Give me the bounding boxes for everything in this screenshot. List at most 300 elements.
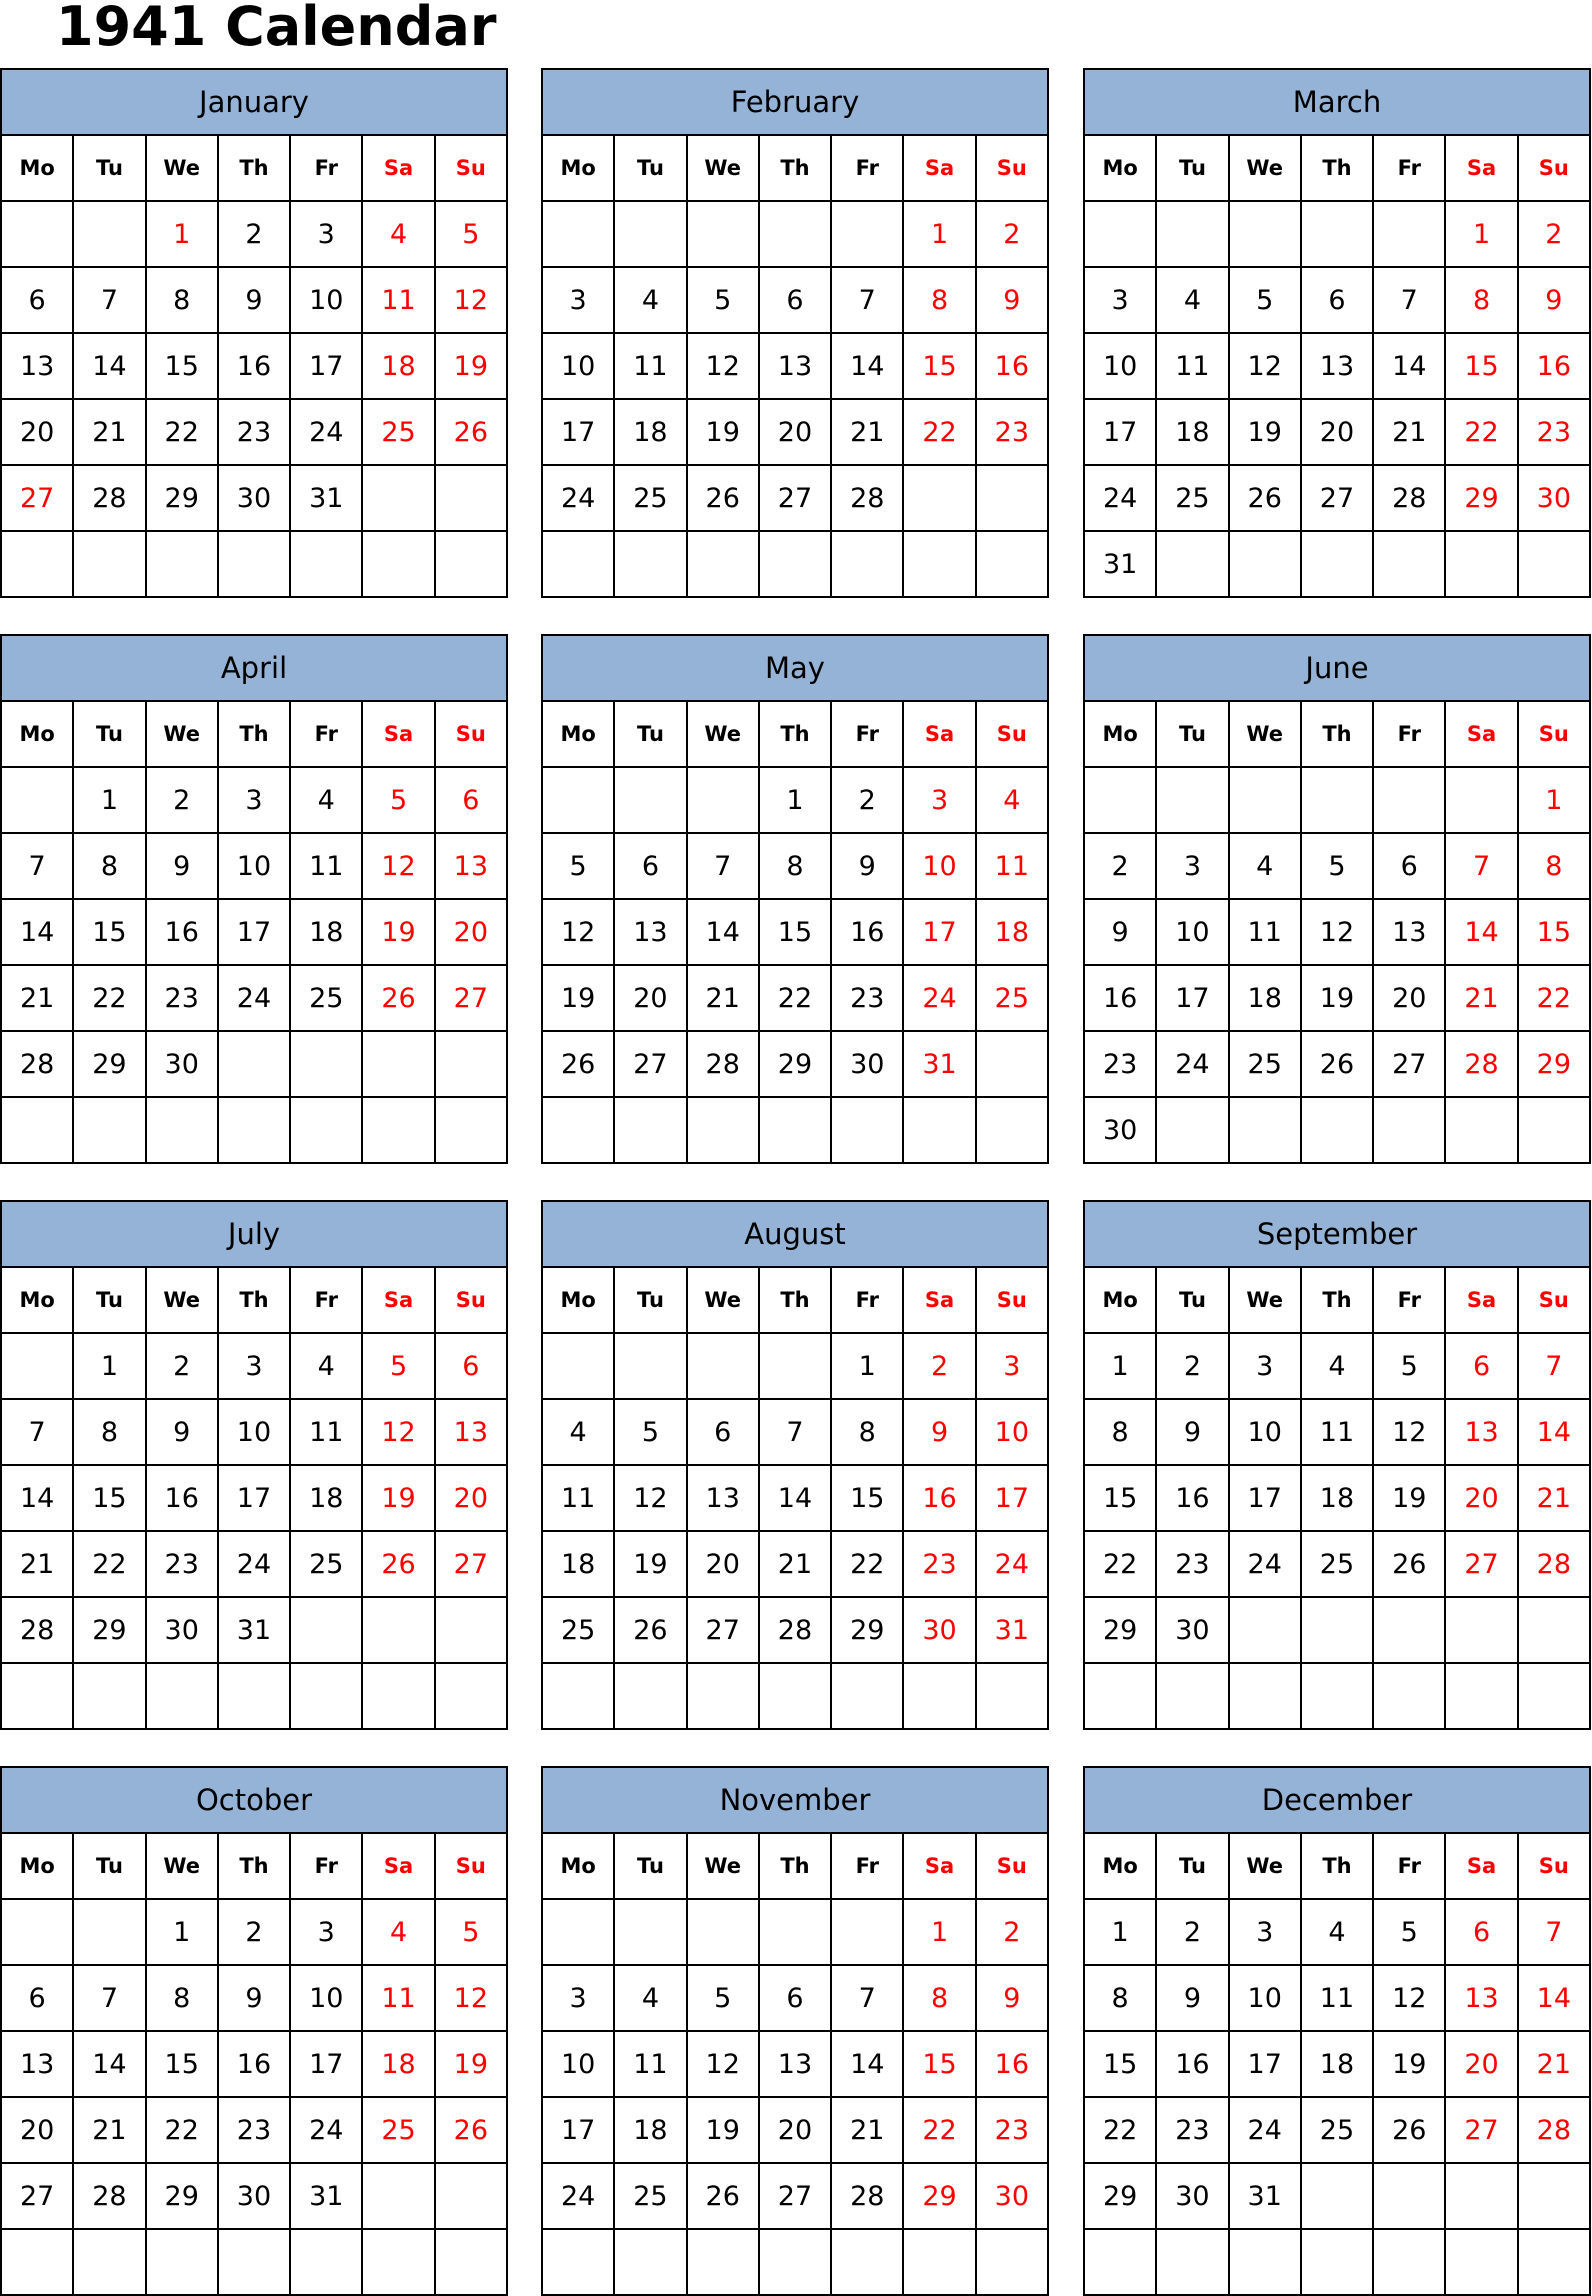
day-cell [1301, 1663, 1373, 1729]
day-cell [903, 1663, 975, 1729]
weekday-label: We [1229, 135, 1301, 201]
weekday-label: Mo [542, 1267, 614, 1333]
day-cell: 5 [1373, 1899, 1445, 1965]
day-cell: 12 [1373, 1965, 1445, 2031]
weekday-label: Th [759, 135, 831, 201]
day-cell: 15 [903, 2031, 975, 2097]
month-december [1083, 1766, 1591, 2295]
month-october [0, 1766, 508, 2295]
day-cell: 27 [1301, 465, 1373, 531]
day-cell: 23 [1084, 1031, 1156, 1097]
day-cell: 8 [73, 1399, 145, 1465]
day-cell [435, 1097, 507, 1163]
day-cell: 16 [903, 1465, 975, 1531]
day-cell: 13 [435, 1399, 507, 1465]
day-cell [1, 1333, 73, 1399]
day-cell: 24 [1156, 1031, 1228, 1097]
day-cell: 11 [362, 267, 434, 333]
day-cell: 16 [218, 2031, 290, 2097]
day-cell [290, 1663, 362, 1729]
day-cell: 16 [146, 1465, 218, 1531]
day-cell: 27 [1, 465, 73, 531]
day-cell: 31 [1229, 2163, 1301, 2229]
day-cell: 19 [362, 1465, 434, 1531]
day-cell: 19 [614, 1531, 686, 1597]
day-cell: 7 [1, 1399, 73, 1465]
day-cell [1156, 767, 1228, 833]
day-cell: 10 [976, 1399, 1048, 1465]
day-cell: 12 [435, 1965, 507, 2031]
day-cell: 28 [687, 1031, 759, 1097]
day-cell: 31 [976, 1597, 1048, 1663]
month-january [0, 68, 508, 597]
weekday-label: Sa [1445, 1267, 1517, 1333]
weekday-label: Mo [542, 1833, 614, 1899]
day-cell: 6 [687, 1399, 759, 1465]
day-cell: 25 [1301, 2097, 1373, 2163]
day-cell: 5 [435, 1899, 507, 1965]
day-cell: 9 [1084, 899, 1156, 965]
day-cell [362, 2163, 434, 2229]
day-cell: 30 [1518, 465, 1590, 531]
weekday-label: Su [435, 135, 507, 201]
day-cell: 28 [1, 1031, 73, 1097]
day-cell [542, 1097, 614, 1163]
day-cell: 16 [146, 899, 218, 965]
day-cell [362, 1031, 434, 1097]
day-cell: 1 [1445, 201, 1517, 267]
month-name: December [1084, 1767, 1590, 1833]
day-cell [1373, 2229, 1445, 2295]
day-cell: 19 [1373, 2031, 1445, 2097]
day-cell [976, 2229, 1048, 2295]
day-cell: 13 [1373, 899, 1445, 965]
day-cell: 5 [1373, 1333, 1445, 1399]
weekday-label: Su [976, 1267, 1048, 1333]
day-cell: 25 [290, 965, 362, 1031]
day-cell [1229, 1663, 1301, 1729]
weekday-label: Fr [290, 135, 362, 201]
day-cell: 29 [903, 2163, 975, 2229]
month-march [1083, 68, 1591, 597]
day-cell [1445, 1097, 1517, 1163]
day-cell: 29 [146, 465, 218, 531]
day-cell: 12 [362, 833, 434, 899]
day-cell [146, 531, 218, 597]
day-cell: 5 [1229, 267, 1301, 333]
day-cell [1229, 767, 1301, 833]
day-cell: 27 [1445, 1531, 1517, 1597]
month-may [541, 634, 1049, 1163]
day-cell: 12 [1373, 1399, 1445, 1465]
day-cell [73, 2229, 145, 2295]
day-cell: 21 [73, 2097, 145, 2163]
weekday-label: We [687, 135, 759, 201]
weekday-label: Mo [542, 135, 614, 201]
day-cell [614, 531, 686, 597]
day-cell [831, 531, 903, 597]
day-cell: 18 [1301, 1465, 1373, 1531]
day-cell [1373, 531, 1445, 597]
weekday-label: Su [976, 135, 1048, 201]
day-cell: 23 [218, 2097, 290, 2163]
day-cell: 27 [759, 2163, 831, 2229]
day-cell [73, 1899, 145, 1965]
day-cell: 28 [1373, 465, 1445, 531]
day-cell: 25 [1229, 1031, 1301, 1097]
day-cell: 12 [542, 899, 614, 965]
day-cell: 18 [290, 899, 362, 965]
day-cell: 19 [687, 2097, 759, 2163]
weekday-label: Fr [831, 701, 903, 767]
weekday-label: Fr [831, 1267, 903, 1333]
weekday-label: Tu [614, 1267, 686, 1333]
day-cell: 21 [687, 965, 759, 1031]
day-cell [1, 531, 73, 597]
day-cell: 27 [687, 1597, 759, 1663]
day-cell: 25 [976, 965, 1048, 1031]
weekday-label: Sa [1445, 1833, 1517, 1899]
weekday-label: Fr [1373, 1267, 1445, 1333]
weekday-label: We [687, 1267, 759, 1333]
day-cell: 13 [435, 833, 507, 899]
day-cell [1518, 1597, 1590, 1663]
day-cell: 7 [1, 833, 73, 899]
day-cell: 26 [435, 399, 507, 465]
day-cell [1445, 1663, 1517, 1729]
day-cell [1, 767, 73, 833]
day-cell: 20 [687, 1531, 759, 1597]
day-cell: 3 [976, 1333, 1048, 1399]
day-cell: 30 [1156, 2163, 1228, 2229]
weekday-label: Tu [1156, 1833, 1228, 1899]
day-cell: 28 [831, 2163, 903, 2229]
day-cell: 10 [542, 2031, 614, 2097]
weekday-label: Mo [1084, 135, 1156, 201]
day-cell [687, 531, 759, 597]
day-cell: 4 [614, 1965, 686, 2031]
day-cell [1301, 2229, 1373, 2295]
day-cell: 1 [146, 1899, 218, 1965]
day-cell [759, 201, 831, 267]
day-cell: 6 [1373, 833, 1445, 899]
day-cell: 2 [831, 767, 903, 833]
day-cell [1, 201, 73, 267]
day-cell: 7 [1373, 267, 1445, 333]
weekday-label: Tu [1156, 1267, 1228, 1333]
day-cell [542, 1333, 614, 1399]
day-cell: 6 [1301, 267, 1373, 333]
month-name: January [1, 69, 507, 135]
day-cell: 24 [218, 965, 290, 1031]
day-cell: 13 [1445, 1399, 1517, 1465]
weekday-label: Sa [1445, 135, 1517, 201]
day-cell: 12 [687, 333, 759, 399]
day-cell: 23 [976, 399, 1048, 465]
day-cell [1445, 1597, 1517, 1663]
month-name: September [1084, 1201, 1590, 1267]
day-cell [976, 1031, 1048, 1097]
weekday-label: Fr [1373, 701, 1445, 767]
day-cell: 20 [435, 899, 507, 965]
day-cell [1301, 1597, 1373, 1663]
day-cell: 14 [759, 1465, 831, 1531]
day-cell: 25 [362, 399, 434, 465]
day-cell: 24 [976, 1531, 1048, 1597]
day-cell: 3 [290, 201, 362, 267]
weekday-label: Sa [362, 135, 434, 201]
day-cell: 29 [73, 1597, 145, 1663]
day-cell: 14 [831, 333, 903, 399]
day-cell: 14 [73, 333, 145, 399]
day-cell [362, 531, 434, 597]
day-cell [290, 1597, 362, 1663]
day-cell: 6 [614, 833, 686, 899]
day-cell [542, 531, 614, 597]
day-cell [435, 465, 507, 531]
day-cell: 4 [976, 767, 1048, 833]
day-cell [687, 1899, 759, 1965]
day-cell: 11 [542, 1465, 614, 1531]
day-cell: 23 [1518, 399, 1590, 465]
day-cell: 13 [1301, 333, 1373, 399]
day-cell [362, 1663, 434, 1729]
day-cell: 28 [759, 1597, 831, 1663]
day-cell: 1 [1084, 1333, 1156, 1399]
day-cell [362, 465, 434, 531]
weekday-label: Tu [614, 1833, 686, 1899]
day-cell: 5 [687, 1965, 759, 2031]
day-cell: 26 [1229, 465, 1301, 531]
day-cell [1, 1663, 73, 1729]
day-cell [218, 1031, 290, 1097]
weekday-label: Sa [362, 1267, 434, 1333]
day-cell: 28 [1518, 1531, 1590, 1597]
day-cell [1229, 531, 1301, 597]
weekday-label: We [1229, 1833, 1301, 1899]
day-cell: 27 [435, 1531, 507, 1597]
day-cell: 6 [435, 1333, 507, 1399]
day-cell: 7 [73, 267, 145, 333]
day-cell [759, 1097, 831, 1163]
day-cell: 10 [1229, 1965, 1301, 2031]
day-cell: 8 [903, 267, 975, 333]
day-cell [976, 465, 1048, 531]
month-name: June [1084, 635, 1590, 701]
day-cell [542, 201, 614, 267]
day-cell: 23 [218, 399, 290, 465]
day-cell: 17 [1084, 399, 1156, 465]
day-cell: 16 [831, 899, 903, 965]
weekday-label: Th [1301, 1267, 1373, 1333]
day-cell: 23 [1156, 2097, 1228, 2163]
month-september [1083, 1200, 1591, 1729]
day-cell [362, 2229, 434, 2295]
day-cell: 10 [218, 1399, 290, 1465]
day-cell [1229, 1597, 1301, 1663]
day-cell: 8 [1445, 267, 1517, 333]
weekday-label: Tu [73, 1833, 145, 1899]
weekday-label: Fr [1373, 1833, 1445, 1899]
day-cell: 11 [290, 1399, 362, 1465]
day-cell [218, 2229, 290, 2295]
day-cell: 1 [831, 1333, 903, 1399]
day-cell: 2 [1156, 1899, 1228, 1965]
day-cell [218, 1663, 290, 1729]
day-cell: 6 [1, 267, 73, 333]
day-cell: 18 [290, 1465, 362, 1531]
day-cell: 15 [831, 1465, 903, 1531]
weekday-label: Tu [614, 135, 686, 201]
day-cell [435, 1031, 507, 1097]
day-cell: 4 [542, 1399, 614, 1465]
day-cell: 31 [903, 1031, 975, 1097]
day-cell: 13 [759, 2031, 831, 2097]
day-cell [1084, 2229, 1156, 2295]
day-cell [1301, 2163, 1373, 2229]
day-cell: 19 [687, 399, 759, 465]
day-cell [1518, 2163, 1590, 2229]
day-cell: 26 [1373, 2097, 1445, 2163]
day-cell: 27 [435, 965, 507, 1031]
day-cell: 24 [542, 2163, 614, 2229]
day-cell: 31 [1084, 531, 1156, 597]
weekday-label: Mo [1084, 1267, 1156, 1333]
day-cell [759, 2229, 831, 2295]
weekday-label: Tu [1156, 135, 1228, 201]
day-cell: 25 [1301, 1531, 1373, 1597]
weekday-label: Mo [1, 1833, 73, 1899]
day-cell: 30 [218, 465, 290, 531]
weekday-label: Fr [831, 1833, 903, 1899]
day-cell: 4 [614, 267, 686, 333]
day-cell: 14 [831, 2031, 903, 2097]
day-cell [1518, 1097, 1590, 1163]
day-cell: 4 [1301, 1899, 1373, 1965]
day-cell [1, 1899, 73, 1965]
weekday-label: Sa [903, 701, 975, 767]
weekday-label: Fr [1373, 135, 1445, 201]
day-cell: 11 [290, 833, 362, 899]
day-cell: 22 [146, 2097, 218, 2163]
day-cell: 22 [903, 2097, 975, 2163]
day-cell: 14 [1, 899, 73, 965]
day-cell [1301, 1097, 1373, 1163]
day-cell [831, 2229, 903, 2295]
day-cell: 30 [1084, 1097, 1156, 1163]
day-cell: 1 [146, 201, 218, 267]
day-cell [73, 1663, 145, 1729]
day-cell [146, 2229, 218, 2295]
day-cell: 20 [1373, 965, 1445, 1031]
day-cell: 10 [542, 333, 614, 399]
day-cell: 9 [1156, 1965, 1228, 2031]
weekday-label: Su [1518, 1267, 1590, 1333]
day-cell [435, 1663, 507, 1729]
weekday-label: Su [1518, 135, 1590, 201]
weekday-label: Tu [614, 701, 686, 767]
day-cell: 18 [614, 399, 686, 465]
day-cell: 29 [759, 1031, 831, 1097]
day-cell: 29 [1445, 465, 1517, 531]
weekday-label: Fr [290, 701, 362, 767]
month-april [0, 634, 508, 1163]
day-cell: 11 [1229, 899, 1301, 965]
day-cell: 21 [1518, 1465, 1590, 1531]
day-cell [1373, 1663, 1445, 1729]
day-cell: 18 [542, 1531, 614, 1597]
month-name: July [1, 1201, 507, 1267]
day-cell: 18 [1156, 399, 1228, 465]
day-cell [290, 531, 362, 597]
day-cell [1373, 1597, 1445, 1663]
day-cell: 3 [542, 267, 614, 333]
day-cell: 15 [1084, 1465, 1156, 1531]
day-cell: 22 [1084, 1531, 1156, 1597]
day-cell [614, 1333, 686, 1399]
day-cell: 15 [759, 899, 831, 965]
day-cell: 13 [759, 333, 831, 399]
day-cell [1084, 1663, 1156, 1729]
day-cell: 25 [614, 465, 686, 531]
day-cell [1518, 1663, 1590, 1729]
weekday-label: Su [976, 701, 1048, 767]
day-cell: 21 [1445, 965, 1517, 1031]
day-cell: 4 [1156, 267, 1228, 333]
day-cell: 14 [1, 1465, 73, 1531]
weekday-label: Th [218, 135, 290, 201]
day-cell: 25 [290, 1531, 362, 1597]
weekday-label: Tu [73, 701, 145, 767]
day-cell: 2 [1084, 833, 1156, 899]
day-cell: 16 [218, 333, 290, 399]
day-cell [1229, 1097, 1301, 1163]
day-cell: 31 [218, 1597, 290, 1663]
day-cell: 8 [1518, 833, 1590, 899]
day-cell [614, 201, 686, 267]
day-cell [831, 1663, 903, 1729]
day-cell: 28 [1, 1597, 73, 1663]
day-cell: 15 [1445, 333, 1517, 399]
day-cell: 7 [73, 1965, 145, 2031]
day-cell: 28 [1518, 2097, 1590, 2163]
day-cell: 21 [759, 1531, 831, 1597]
day-cell: 3 [290, 1899, 362, 1965]
month-name: March [1084, 69, 1590, 135]
day-cell [1084, 201, 1156, 267]
day-cell: 18 [1229, 965, 1301, 1031]
weekday-label: Sa [362, 701, 434, 767]
day-cell: 6 [759, 1965, 831, 2031]
day-cell: 3 [218, 767, 290, 833]
day-cell: 21 [831, 399, 903, 465]
day-cell: 8 [146, 1965, 218, 2031]
weekday-label: Sa [1445, 701, 1517, 767]
day-cell: 28 [73, 465, 145, 531]
day-cell: 3 [1156, 833, 1228, 899]
day-cell: 18 [976, 899, 1048, 965]
day-cell: 29 [831, 1597, 903, 1663]
day-cell: 4 [1229, 833, 1301, 899]
day-cell: 17 [1229, 1465, 1301, 1531]
day-cell: 18 [1301, 2031, 1373, 2097]
day-cell: 2 [146, 1333, 218, 1399]
day-cell: 6 [1, 1965, 73, 2031]
day-cell [146, 1097, 218, 1163]
day-cell [1, 2229, 73, 2295]
day-cell: 19 [435, 333, 507, 399]
day-cell [1373, 767, 1445, 833]
